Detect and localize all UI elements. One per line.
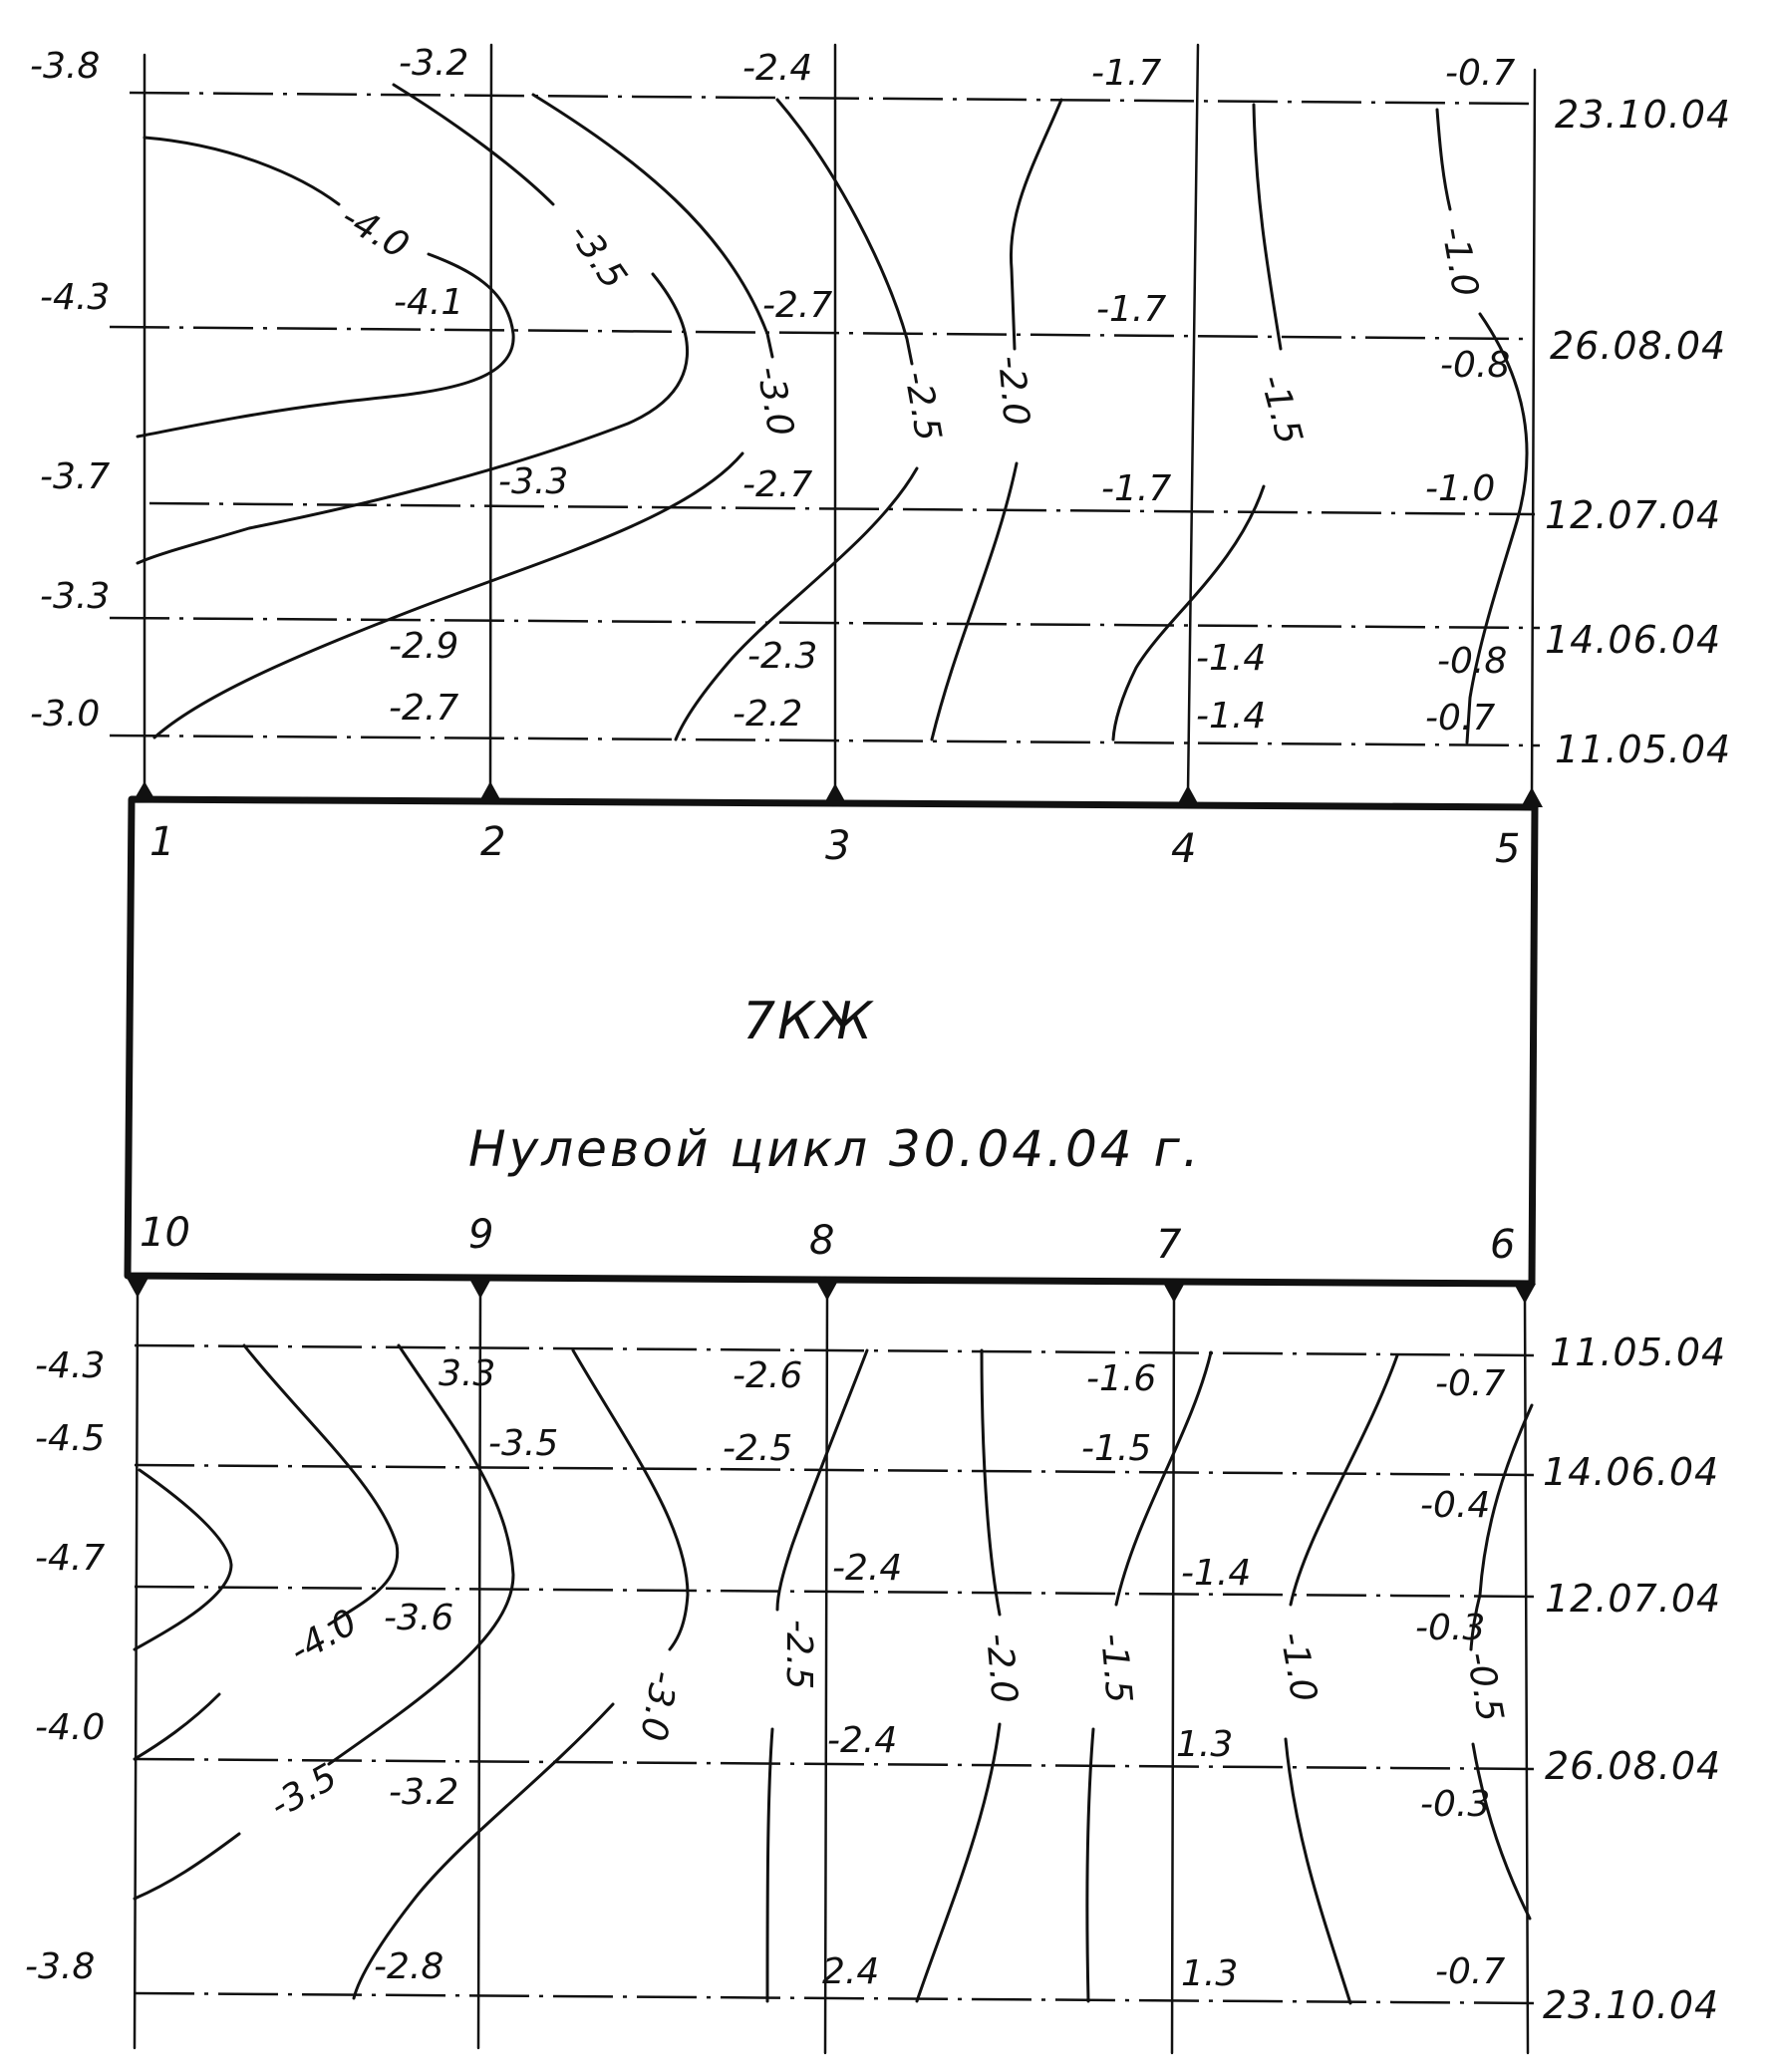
point-label-2: 2 xyxy=(480,819,506,865)
point-label-7: 7 xyxy=(1156,1222,1182,1268)
bottom-reading-r4-p6: -0.3 xyxy=(1420,1784,1491,1825)
top-contour-1.5-a xyxy=(1254,105,1281,349)
point-label-5: 5 xyxy=(1495,826,1521,872)
top-reading-r1-p4: -1.7 xyxy=(1091,53,1162,94)
bottom-reading-r3-p10: -4.7 xyxy=(35,1538,106,1579)
bottom-section xyxy=(25,1296,1726,2053)
top-reading-r5-p1: -3.0 xyxy=(30,694,101,735)
marker-point-2 xyxy=(479,781,501,801)
bottom-vertical-9 xyxy=(478,1296,480,2048)
bottom-reading-r1-p8: -2.6 xyxy=(733,1355,803,1396)
bottom-contour-label-3: -3.0 xyxy=(631,1667,685,1744)
bottom-contour-label-1: -4.0 xyxy=(283,1602,365,1672)
bottom-contour-label-6: -1.5 xyxy=(1092,1631,1140,1705)
bottom-contour-label-4: -2.5 xyxy=(778,1620,819,1690)
bottom-contour-3.0-a xyxy=(573,1350,688,1649)
bottom-contour-1.0-b xyxy=(1286,1739,1350,2003)
bottom-reading-r3-p7: -1.4 xyxy=(1181,1553,1252,1594)
top-reading-r2-p4: -1.7 xyxy=(1096,289,1167,330)
bottom-date-4: 26.08.04 xyxy=(1545,1744,1722,1788)
top-contour-label-2: -3.5 xyxy=(560,215,635,297)
bottom-reading-r5-p7: 1.3 xyxy=(1181,1953,1239,1994)
top-contour-label-5: -2.0 xyxy=(990,354,1037,428)
bottom-reading-r1-p7: -1.6 xyxy=(1086,1358,1157,1399)
building-title: 7КЖ xyxy=(742,992,875,1051)
bottom-vertical-8 xyxy=(825,1296,827,2053)
bottom-dateline-1 xyxy=(135,1345,1540,1355)
bottom-contour-2.0-a xyxy=(982,1350,1000,1615)
bottom-reading-r2-p9: -3.5 xyxy=(488,1423,559,1464)
bottom-reading-r4-p7: 1.3 xyxy=(1176,1724,1234,1765)
point-label-10: 10 xyxy=(140,1210,190,1256)
top-dateline-2 xyxy=(110,327,1525,339)
top-vertical-5 xyxy=(1532,70,1535,797)
bottom-contour-4.5 xyxy=(135,1470,231,1649)
bottom-contour-3.5-a xyxy=(329,1345,513,1764)
top-reading-r4-p4: -1.4 xyxy=(1196,638,1267,679)
top-vertical-4 xyxy=(1188,45,1198,792)
top-reading-r5-p2: -2.7 xyxy=(389,688,459,729)
bottom-reading-r5-p9: -2.8 xyxy=(374,1946,444,1987)
top-contour-label-4: -2.5 xyxy=(896,368,949,444)
top-reading-r1-p5: -0.7 xyxy=(1445,53,1516,94)
top-date-2: 26.08.04 xyxy=(1550,324,1727,368)
bottom-dateline-5 xyxy=(135,1993,1540,2003)
top-contour-label-3: -3.0 xyxy=(748,363,801,440)
marker-point-4 xyxy=(1177,785,1199,805)
bottom-reading-r3-p8: -2.4 xyxy=(832,1548,903,1589)
top-contour-2.0-a xyxy=(1011,100,1061,349)
bottom-contour-4.0-b xyxy=(135,1694,219,1759)
bottom-contour-label-2: -3.5 xyxy=(263,1756,345,1827)
bottom-contour-1.0-a xyxy=(1291,1355,1397,1605)
marker-point-5 xyxy=(1521,787,1543,807)
bottom-reading-r5-p6: -0.7 xyxy=(1435,1951,1506,1992)
bottom-reading-r4-p9: -3.2 xyxy=(389,1772,459,1813)
top-reading-r2-p1: -4.3 xyxy=(40,277,111,318)
top-contour-label-6: -1.5 xyxy=(1252,370,1311,449)
top-reading-r1-p3: -2.4 xyxy=(742,48,813,89)
bottom-reading-r4-p8: -2.4 xyxy=(827,1720,898,1761)
bottom-reading-r3-p9: -3.6 xyxy=(384,1598,454,1638)
bottom-dateline-2 xyxy=(135,1465,1540,1475)
bottom-date-2: 14.06.04 xyxy=(1543,1450,1720,1494)
top-reading-r2-p3: -2.7 xyxy=(762,285,833,326)
bottom-reading-r1-p6: -0.7 xyxy=(1435,1363,1506,1404)
top-reading-r4-p3: -2.3 xyxy=(747,636,818,677)
top-reading-r1-p1: -3.8 xyxy=(30,46,101,87)
bottom-reading-r2-p10: -4.5 xyxy=(35,1418,106,1459)
top-reading-r5-p5: -0.7 xyxy=(1425,698,1496,739)
top-reading-r3-p4: -1.7 xyxy=(1101,468,1172,509)
top-reading-r4-p5: -0.8 xyxy=(1437,641,1508,682)
top-reading-r4-p1: -3.3 xyxy=(40,576,111,617)
top-reading-r5-p3: -2.2 xyxy=(733,694,803,735)
top-reading-r3-p2: -3.3 xyxy=(498,461,569,502)
bottom-date-5: 23.10.04 xyxy=(1543,1983,1720,2027)
top-date-1: 23.10.04 xyxy=(1555,93,1732,137)
bottom-contour-label-5: -2.0 xyxy=(978,1631,1026,1705)
bottom-contour-4.0-a xyxy=(244,1345,398,1625)
point-label-1: 1 xyxy=(149,819,175,865)
point-label-8: 8 xyxy=(809,1218,835,1264)
top-contour-label-7: -1.0 xyxy=(1433,223,1486,300)
point-label-6: 6 xyxy=(1490,1222,1516,1268)
top-reading-r4-p2: -2.9 xyxy=(389,626,459,667)
building-outline xyxy=(127,781,1543,1304)
zero-cycle-note: Нулевой цикл 30.04.04 г. xyxy=(468,1120,1202,1178)
point-label-9: 9 xyxy=(468,1212,494,1258)
bottom-reading-r2-p7: -1.5 xyxy=(1081,1428,1152,1469)
top-dateline-5 xyxy=(110,736,1540,745)
top-date-5: 11.05.04 xyxy=(1555,728,1732,771)
top-section xyxy=(30,43,1731,797)
bottom-date-1: 11.05.04 xyxy=(1550,1331,1727,1374)
bottom-contour-1.5-b xyxy=(1087,1729,1093,2001)
top-dateline-1 xyxy=(130,93,1535,104)
top-dateline-4 xyxy=(110,618,1540,628)
bottom-vertical-7 xyxy=(1172,1296,1174,2053)
top-reading-r5-p4: -1.4 xyxy=(1196,696,1267,737)
bottom-contour-label-7: -1.0 xyxy=(1272,1628,1325,1705)
top-reading-r3-p5: -1.0 xyxy=(1425,468,1496,509)
bottom-date-3: 12.07.04 xyxy=(1545,1577,1722,1621)
bottom-reading-r5-p10: -3.8 xyxy=(25,1946,96,1987)
bottom-reading-r1-p10: -4.3 xyxy=(35,1345,106,1386)
point-label-4: 4 xyxy=(1171,826,1197,872)
bottom-reading-r2-p8: -2.5 xyxy=(723,1428,793,1469)
point-label-3: 3 xyxy=(825,823,851,869)
bottom-reading-r5-p8: 2.4 xyxy=(822,1951,880,1992)
top-date-3: 12.07.04 xyxy=(1545,493,1722,537)
bottom-reading-r3-p6: -0.3 xyxy=(1415,1608,1486,1648)
bottom-contour-3.5-b xyxy=(135,1834,239,1899)
top-contour-label-1: -4.0 xyxy=(334,196,416,267)
top-vertical-2 xyxy=(490,45,491,792)
top-date-4: 14.06.04 xyxy=(1545,618,1722,662)
bottom-reading-r4-p10: -4.0 xyxy=(35,1707,106,1748)
bottom-contour-2.5-b xyxy=(767,1729,772,2001)
bottom-vertical-6 xyxy=(1525,1296,1528,2053)
top-reading-r2-p5: -0.8 xyxy=(1440,345,1511,386)
top-contour-3.0-a xyxy=(533,95,772,357)
top-reading-r2-p2: -4.1 xyxy=(394,282,464,323)
top-reading-r1-p2: -3.2 xyxy=(399,43,469,84)
bottom-vertical-10 xyxy=(135,1296,138,2048)
bottom-contour-0.5-b xyxy=(1473,1744,1530,1919)
bottom-reading-r2-p6: -0.4 xyxy=(1420,1485,1491,1526)
top-contour-1.0-a xyxy=(1437,110,1450,209)
bottom-reading-r1-p9: 3.3 xyxy=(439,1353,496,1394)
top-reading-r3-p3: -2.7 xyxy=(742,464,813,505)
bottom-contour-label-8: -0.5 xyxy=(1458,1648,1511,1725)
top-contour-3.5-a xyxy=(394,85,553,204)
top-reading-r3-p1: -3.7 xyxy=(40,456,111,497)
top-contour-2.0-b xyxy=(932,463,1017,740)
top-contour-4.0-a xyxy=(145,138,339,204)
marker-point-1 xyxy=(134,781,155,800)
marker-point-3 xyxy=(824,783,846,803)
